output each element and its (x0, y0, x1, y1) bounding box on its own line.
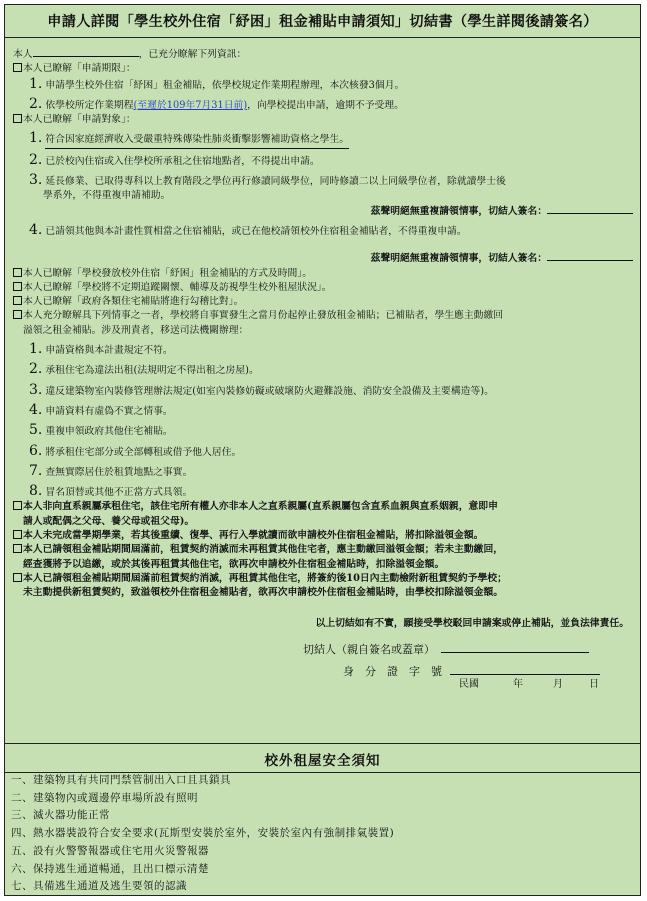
checkbox[interactable] (13, 573, 22, 582)
section-divider (5, 743, 640, 744)
form-title: 申請人詳閱「學生校外住宿「紓困」租金補貼申請須知」切結書（學生詳閱後請簽名） (5, 5, 640, 38)
section1-header: 本人已瞭解「申請期限」： (13, 62, 633, 76)
note-4: 本人已請領租金補貼期間屆滿前租賃契約消滅，再租賃其他住宅，將簽約後10日內主動檢附新租賃契約予學校； (13, 572, 633, 586)
section2-item-3: 3. 延長修業、已取得專科以上教育階段之學位再行修讀同級學位，同時修讀二以上同級學位者，除就讀學士後 (29, 172, 506, 189)
signature-line-2: 茲聲明絕無重複請領情事，切結人簽名： (13, 251, 633, 266)
section2-item-4: 4. 已請領其他與本計畫性質相當之住宿補貼，或已在他校請領校外住宿租金補貼者，不得重複申請。 (29, 221, 467, 238)
revoke-header: 本人充分瞭解具下列情事之一者，學校將自事實發生之當月份起停止發放租金補貼；已補貼者，學生應主動繳回 (13, 309, 633, 323)
checkbox[interactable] (13, 530, 22, 539)
check-item: 本人已瞭解「學校發放校外住宿「紓困」租金補貼的方式及時間」。 (13, 267, 633, 281)
intro-suffix: ，已充分瞭解下列資訊： (138, 49, 247, 60)
id-number-field[interactable] (450, 665, 600, 675)
checkbox[interactable] (13, 268, 22, 277)
signature-field-1[interactable] (547, 204, 633, 214)
safety-list (11, 772, 394, 896)
name-field[interactable] (33, 47, 139, 57)
revoke-item-5: 5. 重複申領政府其他住宅補貼。 (29, 422, 173, 439)
checkbox[interactable] (13, 296, 22, 305)
checkbox[interactable] (13, 63, 22, 72)
revoke-item-2: 2. 承租住宅為違法出租(法規明定不得出租之房屋)。 (29, 361, 259, 378)
revoke-item-3: 3. 違反建築物室內裝修管理辦法規定(如室內裝修妨礙或破壞防火避難設施、消防安全設備及主要構造等)。 (29, 381, 494, 398)
declaration: 以上切結如有不實，願接受學校駁回申請案或停止補貼，並負法律責任。 (315, 617, 629, 629)
revoke-header-cont: 溢領之租金補貼。涉及刑責者，移送司法機關辦理： (23, 324, 249, 336)
affidavit-form (4, 4, 641, 896)
section2-item-1: 1. 符合因家庭經濟收入受嚴重特殊傳染性肺炎衝擊影響補助資格之學生。 (13, 131, 633, 148)
note-3-cont: 經查獲將予以追繳，或於其後再租賃其他住宅，欲再次申請校外住宿租金補貼時，扣除溢領金額。 (23, 558, 445, 570)
note-2: 本人未完成當學期學業，若其後重續、復學、再行入學就讀而欲申請校外住宿租金補貼，將扣除溢領金額。 (13, 529, 633, 543)
note-4-cont: 未主動提供新租賃契約，致溢領校外住宿租金補貼者，欲再次申請校外住宿租金補貼時，由學校扣除溢領金額。 (23, 587, 504, 599)
revoke-item-7: 7. 查無實際居住於租賃地點之事實。 (29, 462, 193, 479)
note-1: 本人非向直系親屬承租住宅，該住宅所有權人亦非本人之直系親屬(直系親屬包含直系血親與直系姻親，意即申 (13, 500, 633, 514)
safety-item: 三、滅火器功能正常 (11, 809, 110, 822)
signer-signature-field[interactable] (441, 643, 589, 653)
checkbox[interactable] (13, 114, 22, 123)
safety-item: 二、建築物內或週邊停車場所設有照明 (11, 791, 198, 804)
id-line: 身 分 證 字 號 (13, 665, 633, 679)
revoke-item-1: 1. 申請資格與本計畫規定不符。 (29, 341, 173, 358)
check-item: 本人已瞭解「學校將不定期追蹤關懷、輔導及訪視學生校外租屋狀況」。 (13, 281, 633, 295)
check-item: 本人已瞭解「政府各類住宅補貼將進行勾稽比對」。 (13, 295, 633, 309)
safety-item: 七、具備逃生通道及逃生要領的認識 (11, 880, 187, 893)
section1-item-1: 1. 申請學生校外住宿「紓困」租金補貼，依學校規定作業期程辦理，本次核發3個月。 (29, 75, 405, 92)
safety-item: 一、建築物具有共同門禁管制出入口且具鎖具 (11, 774, 231, 786)
note-1-cont: 請人或配偶之父母、養父母或祖父母)。 (23, 515, 195, 527)
revoke-item-6: 6. 將承租住宅部分或全部轉租或借予他人居住。 (29, 442, 242, 459)
revoke-item-4: 4. 申請資料有虛偽不實之情事。 (29, 401, 173, 418)
section2-header: 本人已瞭解「申請對象」： (13, 113, 633, 127)
form-body (13, 47, 633, 691)
safety-item: 六、保持逃生通道暢通，且出口標示清楚 (11, 862, 209, 875)
checkbox[interactable] (13, 282, 22, 291)
checkbox[interactable] (13, 544, 22, 553)
revoke-item-8: 8. 冒名頂替或其他不正當方式具領。 (29, 483, 193, 500)
safety-item: 四、熱水器裝設符合安全要求(瓦斯型安裝於室外，安裝於室內有強制排氣裝置) (11, 827, 395, 840)
safety-title: 校外租屋安全須知 (5, 745, 640, 773)
checkbox[interactable] (13, 501, 22, 510)
signature-field-2[interactable] (547, 251, 633, 261)
section1-item-2: 2. 依學校所定作業期程(至遲於109年7月31日前)，向學校提出申請，逾期不予受理。 (29, 95, 404, 112)
note-3: 本人已請領租金補貼期間屆滿前，租賃契約消滅而未再租賃其他住宅者，應主動繳回溢領金額；若未主動繳回， (13, 543, 633, 557)
date-line: 民國 年 月 日 (459, 679, 599, 691)
safety-item: 五、設有火警警報器或住宅用火災警報器 (11, 844, 209, 857)
intro-prefix: 本人 (13, 49, 33, 60)
section2-item-2: 2. 已於校內住宿或入住學校所承租之住宿地點者，不得提出申請。 (29, 151, 320, 168)
intro-line (13, 47, 633, 62)
signature-line-1: 茲聲明絕無重複請領情事，切結人簽名： (13, 204, 633, 219)
section2-item-3-cont: 學系外，不得重複申請補助。 (43, 190, 171, 202)
signer-line: 切結人（親自簽名或蓋章） (13, 643, 633, 657)
deadline-text: (至遲於109年7月31日前) (133, 99, 248, 111)
checkbox[interactable] (13, 310, 22, 319)
